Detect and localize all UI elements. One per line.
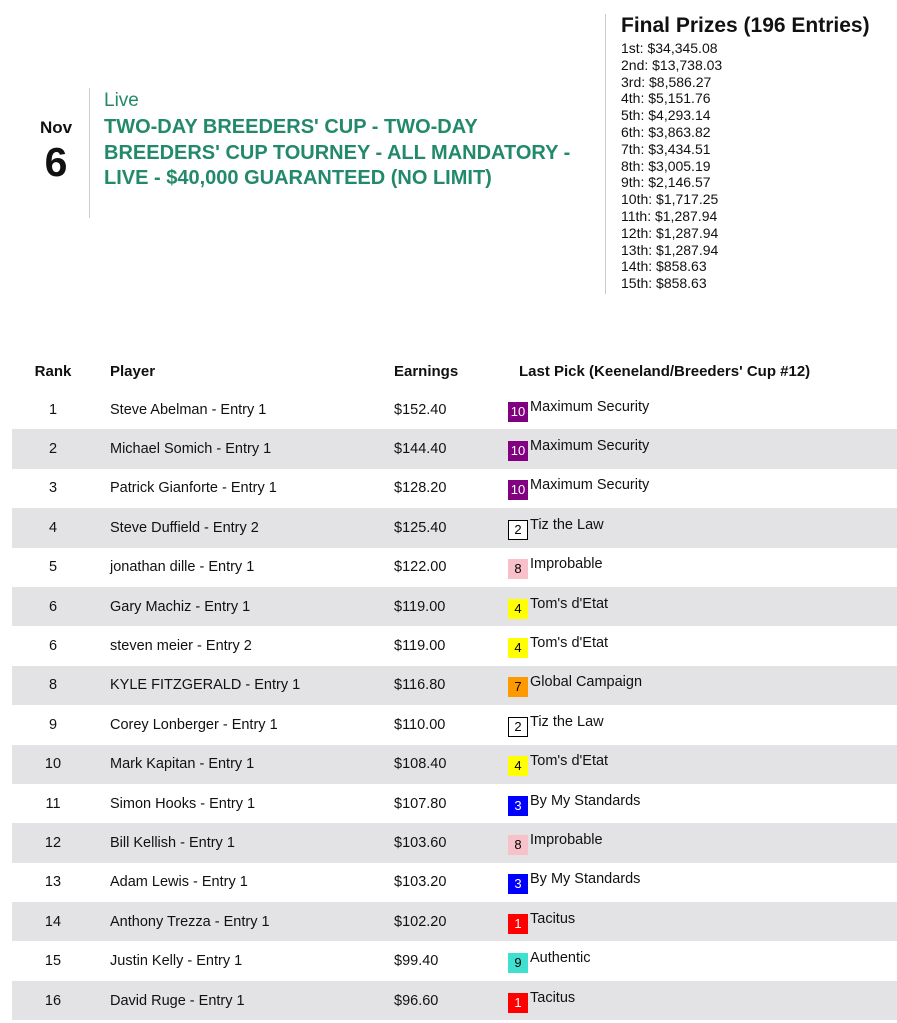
prize-item: 6th: $3,863.82: [621, 123, 711, 140]
horse-name: Maximum Security: [530, 438, 650, 455]
rank-cell: 5: [48, 559, 58, 576]
horse-name: By My Standards: [530, 871, 641, 888]
prize-item: 4th: $5,151.76: [621, 90, 711, 107]
event-month: Nov: [39, 118, 73, 137]
post-number-badge: 7: [508, 677, 528, 697]
prizes-divider: [605, 14, 606, 294]
rank-cell: 4: [48, 519, 58, 536]
post-number-badge: 4: [508, 638, 528, 658]
pick-wrapper: [508, 870, 640, 894]
post-number-badge: 8: [508, 559, 528, 579]
prize-item: 10th: $1,717.25: [621, 191, 719, 208]
earnings-cell: $119.00: [394, 638, 446, 655]
prize-item: 7th: $3,434.51: [621, 140, 711, 157]
prize-item: 13th: $1,287.94: [621, 241, 719, 258]
rank-cell: 8: [48, 677, 58, 694]
earnings-cell: $119.00: [394, 598, 446, 615]
final-prizes: [621, 14, 891, 292]
horse-name: Authentic: [530, 950, 591, 967]
last-pick-cell: [492, 831, 897, 855]
player-cell[interactable]: Adam Lewis - Entry 1: [110, 874, 248, 891]
prize-list: [621, 40, 891, 292]
player-cell[interactable]: Justin Kelly - Entry 1: [110, 953, 243, 970]
event-title[interactable]: TWO-DAY BREEDERS' CUP - TWO-DAY BREEDERS' CUP TOURNEY - ALL MANDATORY - LIVE - $40,000 GUARANTEED (NO LIMIT): [104, 116, 571, 189]
pick-wrapper: [508, 713, 604, 737]
earnings-cell: $144.40: [394, 441, 447, 458]
event-day: 6: [44, 139, 68, 185]
earnings-cell: $96.60: [394, 992, 439, 1009]
post-number-badge: 1: [508, 914, 528, 934]
pick-wrapper: [508, 555, 603, 579]
horse-name: By My Standards: [530, 792, 641, 809]
player-cell[interactable]: KYLE FITZGERALD - Entry 1: [110, 677, 301, 694]
table-row[interactable]: [12, 587, 897, 626]
table-row[interactable]: [12, 981, 897, 1020]
prize-item: 5th: $4,293.14: [621, 107, 711, 124]
player-cell[interactable]: jonathan dille - Entry 1: [110, 559, 255, 576]
last-pick-cell: [492, 516, 897, 540]
post-number-badge: 10: [508, 480, 528, 500]
player-cell[interactable]: Gary Machiz - Entry 1: [110, 598, 251, 615]
post-number-badge: 2: [508, 520, 528, 540]
post-number-badge: 1: [508, 993, 528, 1013]
last-pick-cell: [492, 398, 897, 422]
table-row[interactable]: [12, 941, 897, 980]
rank-cell: 9: [48, 716, 58, 733]
player-cell[interactable]: Mark Kapitan - Entry 1: [110, 756, 255, 773]
horse-name: Maximum Security: [530, 477, 650, 494]
horse-name: Improbable: [530, 831, 603, 848]
table-row[interactable]: [12, 705, 897, 744]
post-number-badge: 8: [508, 835, 528, 855]
earnings-cell: $103.60: [394, 834, 447, 851]
last-pick-cell: [492, 870, 897, 894]
post-number-badge: 4: [508, 599, 528, 619]
table-row[interactable]: [12, 823, 897, 862]
earnings-cell: $103.20: [394, 874, 447, 891]
rank-cell: 11: [45, 795, 61, 812]
pick-wrapper: [508, 476, 649, 500]
earnings-cell: $116.80: [394, 677, 446, 694]
date-divider: [89, 88, 90, 218]
pick-wrapper: [508, 910, 575, 934]
prize-item: 8th: $3,005.19: [621, 157, 711, 174]
rank-header[interactable]: Rank: [34, 362, 72, 380]
leaderboard-rows: [12, 390, 897, 1020]
pick-wrapper: [508, 831, 603, 855]
last-pick-cell: [492, 437, 897, 461]
table-row[interactable]: [12, 390, 897, 429]
post-number-badge: 2: [508, 717, 528, 737]
pick-wrapper: [508, 989, 575, 1013]
prize-item: 14th: $858.63: [621, 258, 707, 275]
last-pick-cell: [492, 910, 897, 934]
rank-cell: 2: [48, 441, 58, 458]
last-pick-cell: [492, 673, 897, 697]
post-number-badge: 9: [508, 953, 528, 973]
last-pick-cell: [492, 555, 897, 579]
player-cell[interactable]: Simon Hooks - Entry 1: [110, 795, 256, 812]
player-cell[interactable]: Anthony Trezza - Entry 1: [110, 913, 270, 930]
pick-wrapper: [508, 437, 649, 461]
table-row[interactable]: [12, 469, 897, 508]
table-row[interactable]: [12, 548, 897, 587]
player-cell[interactable]: Bill Kellish - Entry 1: [110, 834, 235, 851]
horse-name: Tiz the Law: [530, 713, 604, 730]
rank-cell: 14: [44, 913, 62, 930]
last-pick-cell: [492, 713, 897, 737]
last-pick-cell: [492, 989, 897, 1013]
table-row[interactable]: [12, 626, 897, 665]
prize-item: 12th: $1,287.94: [621, 224, 719, 241]
last-pick-header[interactable]: Last Pick (Keeneland/Breeders' Cup #12): [519, 362, 811, 380]
table-row[interactable]: [12, 508, 897, 547]
table-row[interactable]: [12, 902, 897, 941]
earnings-cell: $107.80: [394, 795, 447, 812]
earnings-cell: $99.40: [394, 953, 439, 970]
horse-name: Tiz the Law: [530, 516, 604, 533]
prize-item: 2nd: $13,738.03: [621, 56, 723, 73]
post-number-badge: 10: [508, 441, 528, 461]
pick-wrapper: [508, 516, 604, 540]
rank-cell: 1: [48, 401, 58, 418]
earnings-cell: $102.20: [394, 913, 447, 930]
player-cell[interactable]: Steve Duffield - Entry 2: [110, 519, 259, 536]
rank-cell: 16: [44, 992, 62, 1009]
pick-wrapper: [508, 634, 608, 658]
pick-wrapper: [508, 673, 642, 697]
horse-name: Tom's d'Etat: [530, 753, 609, 770]
post-number-badge: 4: [508, 756, 528, 776]
post-number-badge: 3: [508, 796, 528, 816]
pick-wrapper: [508, 595, 608, 619]
last-pick-cell: [492, 634, 897, 658]
rank-cell: 6: [48, 598, 58, 615]
player-cell[interactable]: steven meier - Entry 2: [110, 638, 252, 655]
player-cell[interactable]: Corey Lonberger - Entry 1: [110, 716, 278, 733]
prizes-heading: Final Prizes (196 Entries): [621, 14, 870, 37]
leaderboard: [12, 352, 897, 1020]
table-row[interactable]: [12, 429, 897, 468]
post-number-badge: 10: [508, 402, 528, 422]
last-pick-cell: [492, 949, 897, 973]
last-pick-cell: [492, 792, 897, 816]
earnings-cell: $110.00: [394, 716, 446, 733]
rank-cell: 12: [44, 834, 62, 851]
prize-item: 1st: $34,345.08: [621, 40, 718, 56]
pick-wrapper: [508, 949, 590, 973]
rank-cell: 15: [44, 953, 62, 970]
earnings-cell: $122.00: [394, 559, 447, 576]
earnings-cell: $108.40: [394, 756, 447, 773]
leaderboard-header: [12, 352, 897, 390]
rank-cell: 10: [44, 756, 62, 773]
player-cell[interactable]: David Ruge - Entry 1: [110, 992, 245, 1009]
last-pick-cell: [492, 476, 897, 500]
pick-wrapper: [508, 752, 608, 776]
player-cell[interactable]: Michael Somich - Entry 1: [110, 441, 272, 458]
rank-cell: 3: [48, 480, 58, 497]
prize-item: 11th: $1,287.94: [621, 207, 718, 224]
earnings-cell: $128.20: [394, 480, 447, 497]
earnings-cell: $125.40: [394, 519, 447, 536]
last-pick-cell: [492, 752, 897, 776]
earnings-cell: $152.40: [394, 401, 447, 418]
horse-name: Improbable: [530, 556, 603, 573]
horse-name: Tom's d'Etat: [530, 635, 609, 652]
player-header[interactable]: Player: [110, 362, 156, 380]
table-row[interactable]: [12, 784, 897, 823]
pick-wrapper: [508, 792, 640, 816]
player-cell[interactable]: Patrick Gianforte - Entry 1: [110, 480, 277, 497]
last-pick-cell: [492, 595, 897, 619]
prize-item: 15th: $858.63: [621, 275, 707, 292]
earnings-header[interactable]: Earnings: [394, 362, 459, 380]
horse-name: Global Campaign: [530, 674, 643, 691]
table-row[interactable]: [12, 666, 897, 705]
table-row[interactable]: [12, 863, 897, 902]
event-header: [104, 90, 594, 192]
prize-item: 3rd: $8,586.27: [621, 73, 712, 90]
horse-name: Tom's d'Etat: [530, 595, 609, 612]
player-cell[interactable]: Steve Abelman - Entry 1: [110, 401, 267, 418]
event-date: [28, 118, 84, 184]
horse-name: Maximum Security: [530, 398, 650, 415]
rank-cell: 6: [48, 638, 58, 655]
horse-name: Tacitus: [530, 910, 576, 927]
table-row[interactable]: [12, 745, 897, 784]
event-status: Live: [104, 90, 139, 111]
pick-wrapper: [508, 398, 649, 422]
prize-item: 9th: $2,146.57: [621, 174, 711, 191]
post-number-badge: 3: [508, 874, 528, 894]
horse-name: Tacitus: [530, 989, 576, 1006]
rank-cell: 13: [44, 874, 62, 891]
